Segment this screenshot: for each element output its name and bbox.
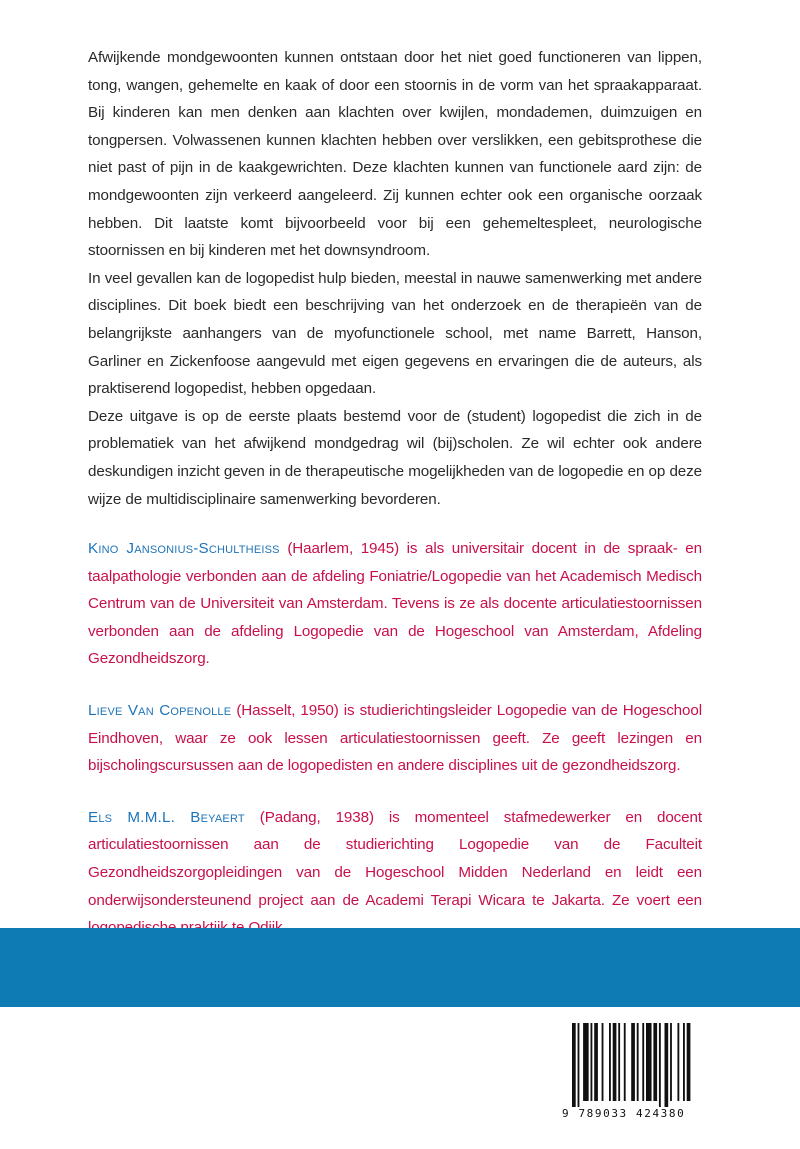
barcode-bar xyxy=(572,1023,576,1107)
barcode-bar xyxy=(670,1023,672,1101)
author-bio-text-2: (Hasselt, 1950) is studierichtingsleider Logopedie van de Hogeschool Eindhoven, waar ze ook lessen articulatiestoornissen geeft. Ze geeft lezingen en bijscholingscursussen aan de logopedisten en andere disciplines uit de gezondheidszorg. xyxy=(88,702,703,775)
isbn-number: 9 789033 424380 xyxy=(562,1107,686,1120)
barcode-bars xyxy=(562,1023,698,1107)
barcode-bar xyxy=(646,1023,652,1101)
intro-paragraph-2: In veel gevallen kan de logopedist hulp bieden, meestal in nauwe samenwerking met andere disciplines. Dit boek biedt een beschrijving van het onderzoek en de therapieën van de belangrijkste aanhangers van de myofunctionele school, met name Barrett, Hanson, Garliner en Zickenfoose aangevuld met eigen gegevens en ervaringen die de auteurs, als praktiserend logopedist, hebben opgedaan. xyxy=(88,269,702,398)
barcode xyxy=(562,1023,698,1123)
barcode-bar xyxy=(653,1023,657,1101)
barcode-bar xyxy=(637,1023,639,1101)
barcode-bar xyxy=(591,1023,593,1101)
intro-paragraph-1: Afwijkende mondgewoonten kunnen ontstaan door het niet goed functioneren van lippen, tong, wangen, gehemelte en kaak of door een stoornis in de vorm van het spraakapparaat. Bij kinderen kan men denken aan klachten over kwijlen, mondademen, duimzuigen en tongpersen. Volwassenen kunnen klachten hebben over verslikken, een gebitsprothese die niet past of pijn in de kaakgewrichten. Deze klachten kunnen van functionele aard zijn: de mondgewoonten zijn verkeerd aangeleerd. Zij kunnen echter ook een organische oorzaak hebben. Dit laatste komt bijvoorbeeld voor bij een gehemeltespleet, neurologische stoornissen en bij kinderen met het downsyndroom. xyxy=(88,49,702,260)
color-band xyxy=(0,928,800,1007)
barcode-bar xyxy=(602,1023,604,1101)
author-bio-2 xyxy=(88,697,702,780)
barcode-bar xyxy=(631,1023,635,1101)
back-cover-text xyxy=(88,44,702,942)
barcode-bar xyxy=(578,1023,580,1107)
intro-paragraph-3: Deze uitgave is op de eerste plaats bestemd voor de (student) logopedist die zich in de problematiek van het afwijkend mondgedrag wil (bij)scholen. Ze wil echter ook andere deskundigen inzicht geven in de therapeutische mogelijkheden van de logopedie en op deze wijze de multidisciplinaire samenwerking bevorderen. xyxy=(88,407,702,508)
barcode-bar xyxy=(583,1023,589,1101)
barcode-bar xyxy=(613,1023,617,1101)
barcode-bar xyxy=(642,1023,644,1101)
barcode-bar xyxy=(624,1023,626,1101)
barcode-bar xyxy=(683,1023,685,1101)
author-name-1: Kino Jansonius-Schultheiss xyxy=(88,540,280,558)
barcode-bar xyxy=(665,1023,669,1107)
author-bio-3 xyxy=(88,804,702,942)
barcode-bar xyxy=(687,1023,691,1101)
author-bio-text-3: (Padang, 1938) is momenteel stafmedewerker en docent articulatiestoornissen aan de studierichting Logopedie van de Faculteit Gezondheidszorgopleidingen van de Hogeschool Midden Nederland en leidt een onderwijsondersteunend project aan de Academi Terapi Wicara te Jakarta. Ze voert een xyxy=(88,808,702,909)
author-bio-text-1: (Haarlem, 1945) is als universitair docent in de spraak- en taalpathologie verbonden aan de afdeling Foniatrie/Logopedie van het Academisch Medisch Centrum van de Universiteit van Amsterdam. Tevens is ze als docente articulatiestoornissen verbonden aan de afdeling Logopedie van de Hogeschool van Amsterdam, Afdeling Gezondheidszorg. xyxy=(88,540,702,668)
author-name-3: Els M.M.L. Beyaert xyxy=(88,808,245,826)
barcode-bar xyxy=(677,1023,679,1101)
barcode-bar xyxy=(659,1023,661,1107)
barcode-bar xyxy=(609,1023,611,1101)
barcode-bar xyxy=(594,1023,598,1101)
barcode-bar xyxy=(618,1023,620,1101)
author-bio-1 xyxy=(88,535,702,673)
author-name-2: Lieve Van Copenolle xyxy=(88,702,232,720)
